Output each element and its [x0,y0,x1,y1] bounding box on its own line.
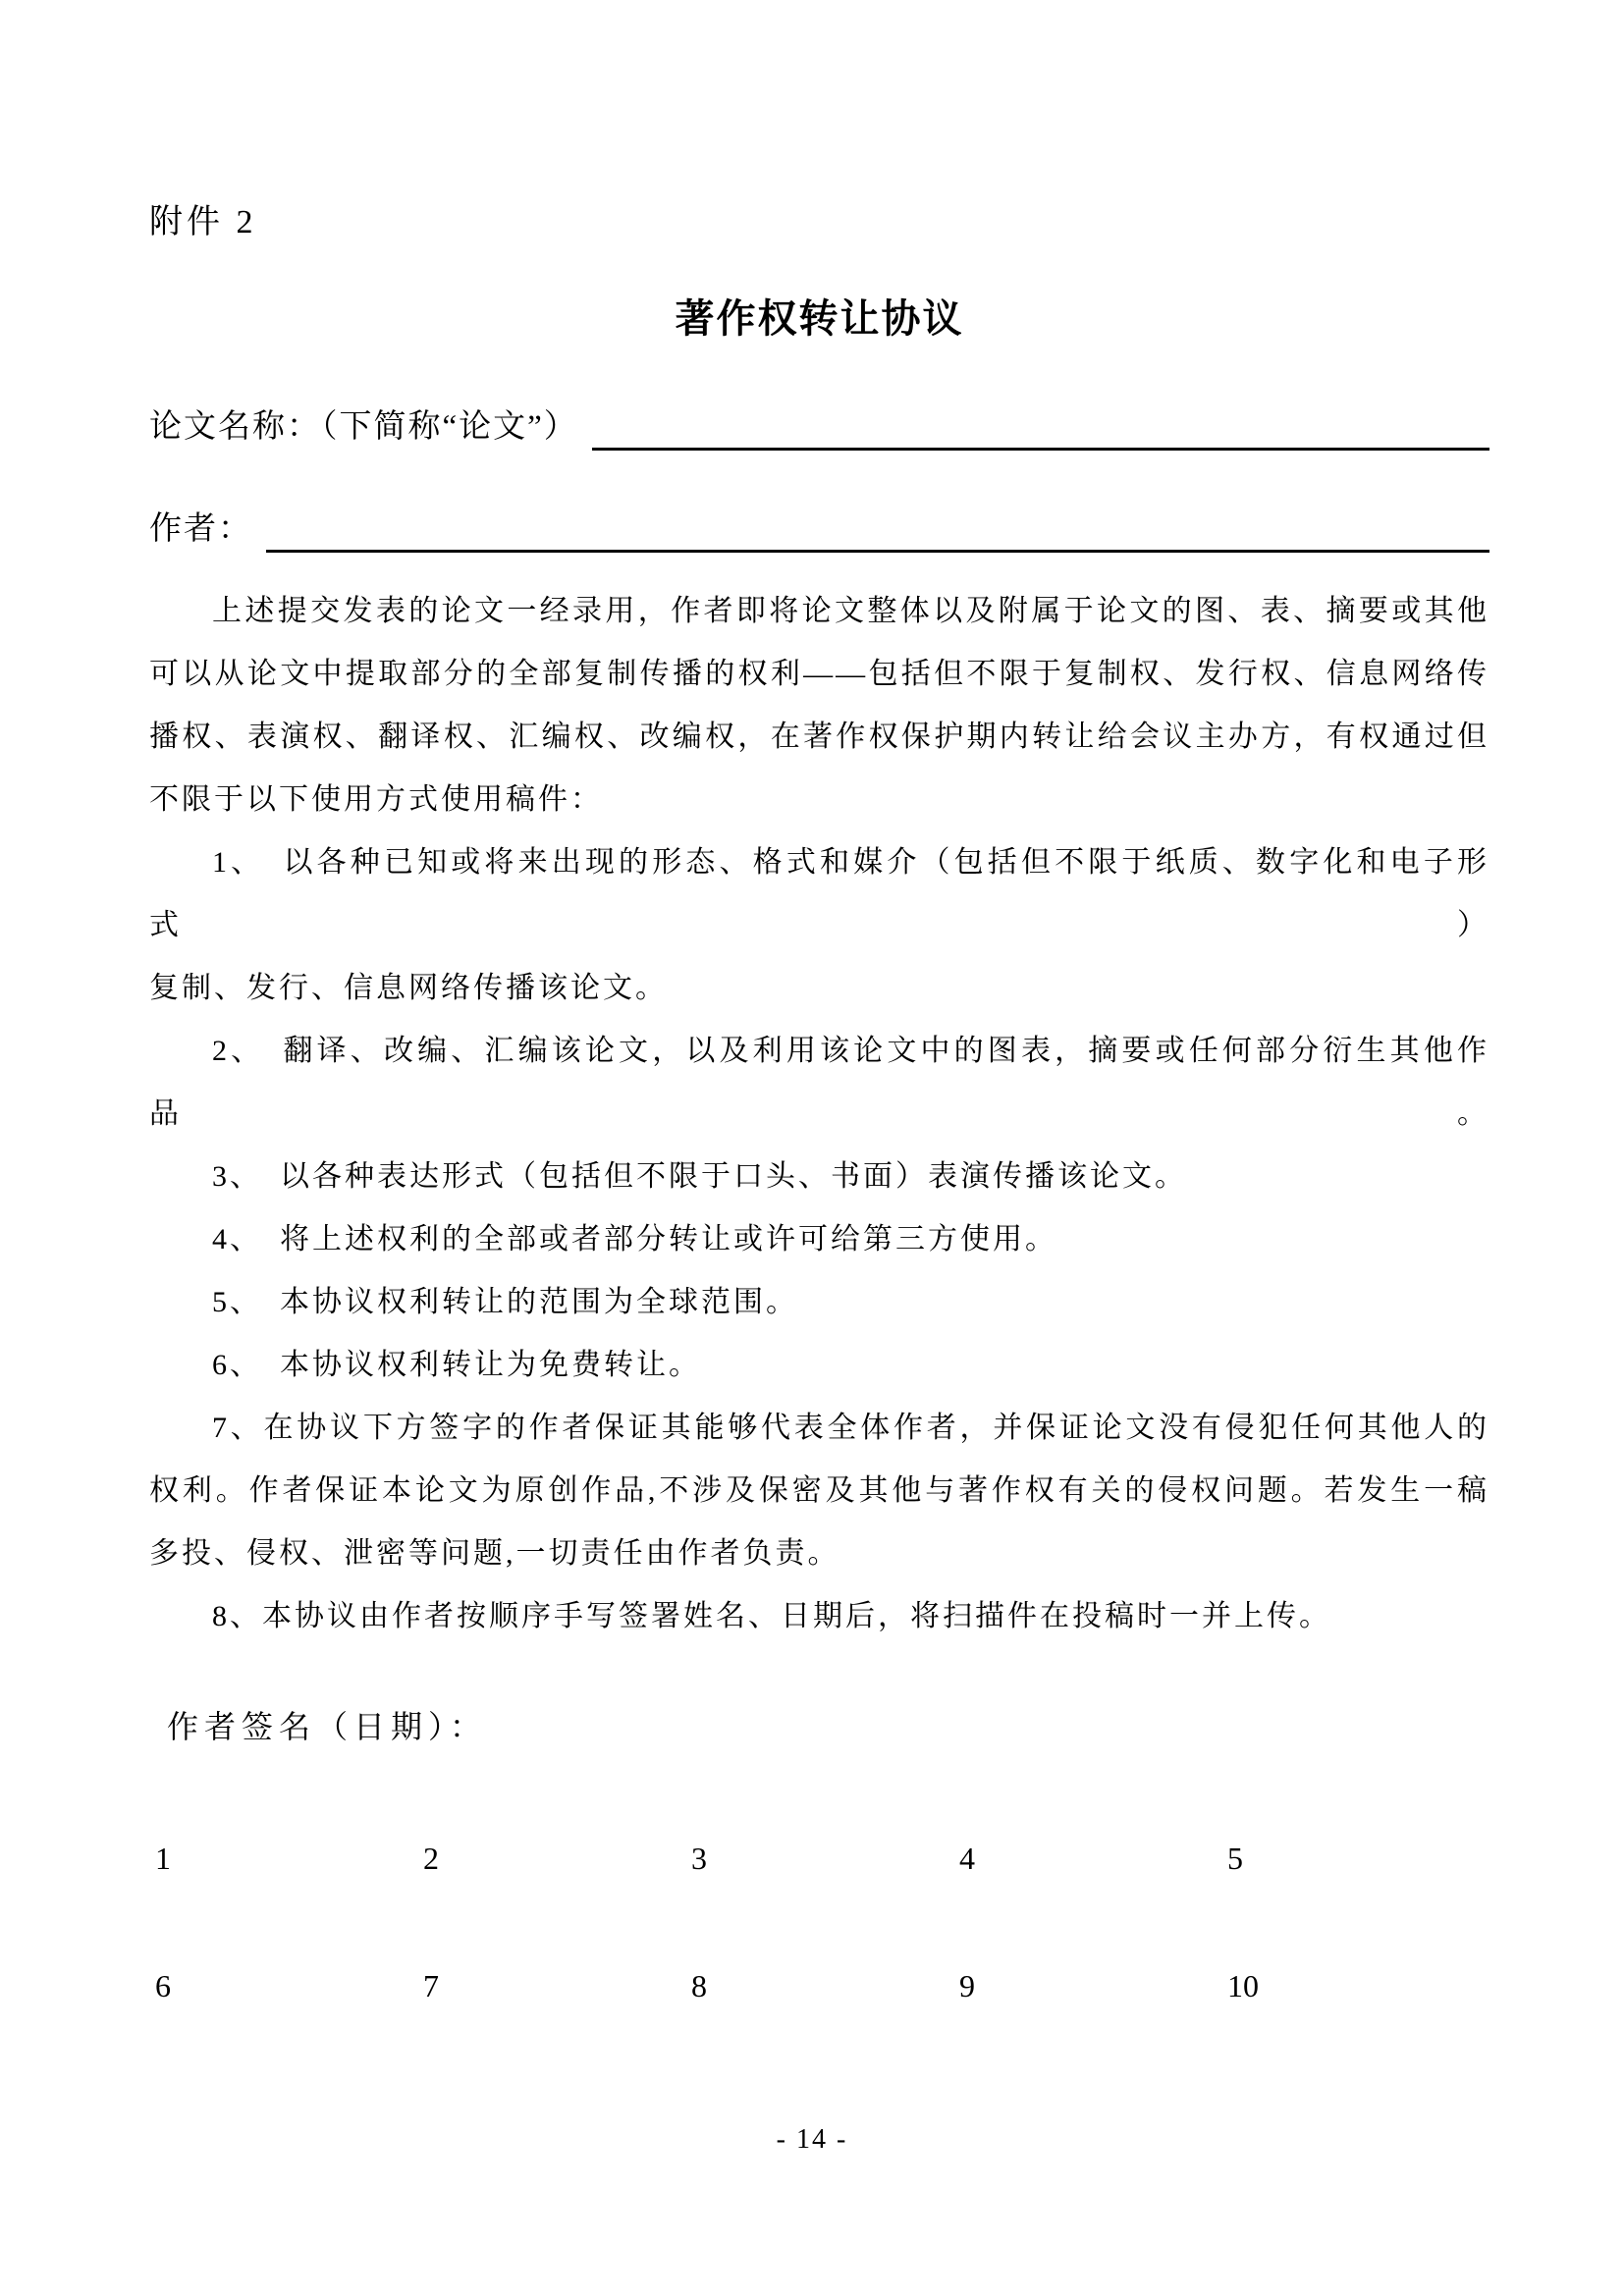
author-label: 作者： [149,511,252,547]
page-number: - 14 - [776,2124,848,2155]
paper-name-row [149,403,1489,451]
item-7-line-3: 多投、侵权、泄密等问题,一切责任由作者负责。 [149,1537,840,1570]
author-row [149,506,1489,553]
author-field [266,509,1489,553]
signature-slot-8: 8 [691,1968,707,2003]
attachment-label: 附件 2 [149,204,257,240]
agreement-body [149,580,1489,1648]
item-7-line-1: 7、在协议下方签字的作者保证其能够代表全体作者，并保证论文没有侵犯任何其他人的 [212,1412,1489,1444]
signature-slot-row-2 [149,1962,1489,2009]
signature-slot-3: 3 [691,1841,707,1876]
paper-name-label: 论文名称：（下简称“论文”） [149,409,578,445]
page-title: 著作权转让协议 [675,297,964,341]
item-2-line: 2、 翻译、改编、汇编该论文，以及利用该论文中的图表，摘要或任何部分衍生其他作品。 [149,1035,1489,1130]
item-7-line-2: 权利。作者保证本论文为原创作品,不涉及保密及其他与著作权有关的侵权问题。若发生一稿 [149,1474,1489,1507]
signature-slot-10: 10 [1227,1968,1259,2003]
item-1-line-2: 复制、发行、信息网络传播该论文。 [149,972,668,1004]
item-1-line-1: 1、 以各种已知或将来出现的形态、格式和媒介（包括但不限于纸质、数字化和电子形式） [149,846,1489,941]
signature-slot-6: 6 [155,1968,171,2003]
signature-slot-7: 7 [423,1968,439,2003]
intro-line-1: 上述提交发表的论文一经录用，作者即将论文整体以及附属于论文的图、表、摘要或其他 [212,595,1489,627]
item-4-line: 4、 将上述权利的全部或者部分转让或许可给第三方使用。 [212,1223,1057,1255]
item-5-line: 5、 本协议权利转让的范围为全球范围。 [212,1286,798,1318]
item-3-line: 3、 以各种表达形式（包括但不限于口头、书面）表演传播该论文。 [212,1160,1187,1193]
signature-slot-5: 5 [1227,1841,1243,1876]
intro-line-3: 播权、表演权、翻译权、汇编权、改编权，在著作权保护期内转让给会议主办方，有权通过但 [149,721,1489,753]
signature-slot-4: 4 [959,1841,975,1876]
paper-name-field [592,407,1489,451]
signature-slot-row-1 [149,1835,1489,1882]
item-6-line: 6、 本协议权利转让为免费转让。 [212,1349,701,1381]
intro-line-4: 不限于以下使用方式使用稿件： [149,783,603,816]
intro-line-2: 可以从论文中提取部分的全部复制传播的权利——包括但不限于复制权、发行权、信息网络传 [149,658,1489,690]
signature-label: 作者签名（日期）： [167,1709,488,1744]
item-8-line: 8、本协议由作者按顺序手写签署姓名、日期后，将扫描件在投稿时一并上传。 [212,1600,1331,1632]
signature-slot-9: 9 [959,1968,975,2003]
signature-slot-2: 2 [423,1841,439,1876]
signature-slot-1: 1 [155,1841,171,1876]
